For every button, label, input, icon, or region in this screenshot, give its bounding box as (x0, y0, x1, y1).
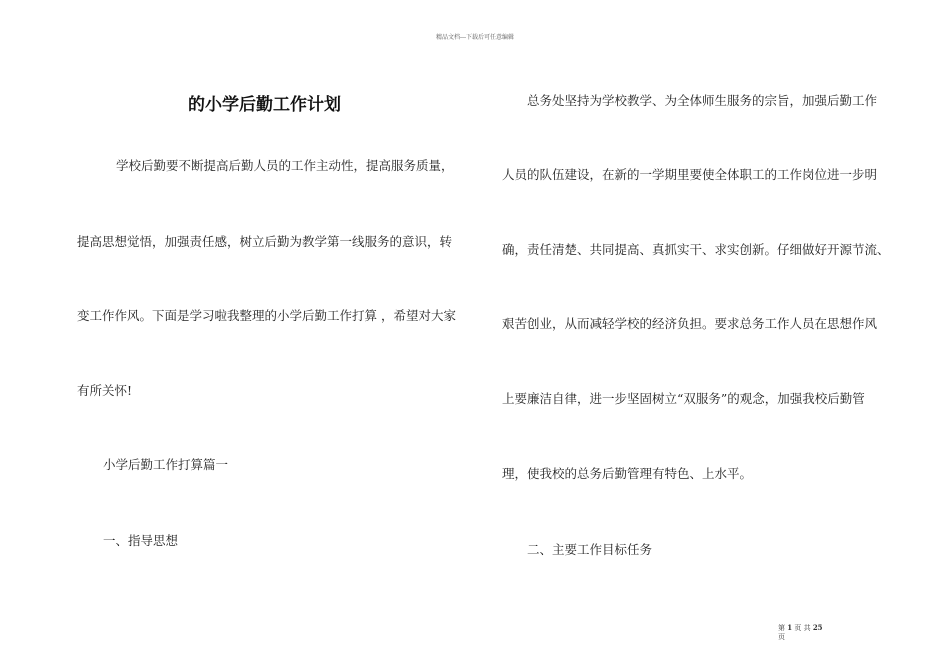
right-paragraph-line: 艰苦创业，从而减轻学校的经济负担。要求总务工作人员在思想作风 (502, 316, 878, 331)
right-paragraph-line: 确，责任清楚、共同提高、真抓实干、求实创新。仔细做好开源节流、 (502, 242, 890, 257)
footer-prefix: 第 (778, 624, 785, 632)
page-number-footer (778, 623, 823, 642)
section-heading: 小学后勤工作打算篇一 (103, 457, 229, 472)
left-paragraph-line: 学校后勤要不断提高后勤人员的工作主动性，提高服务质量， (116, 158, 454, 173)
section-heading: 一、指导思想 (103, 533, 179, 548)
header-note: 精品文档---下载后可任意编辑 (435, 34, 515, 41)
left-paragraph-line: 变工作作风。下面是学习啦我整理的小学后勤工作打算 ，希望对大家 (77, 308, 456, 323)
total-page-count: 25 (812, 623, 823, 632)
left-paragraph-line: 提高思想觉悟，加强责任感，树立后勤为教学第一线服务的意识，转 (77, 234, 453, 249)
section-heading: 二、主要工作目标任务 (527, 542, 653, 557)
footer-suffix: 页 (778, 633, 785, 641)
current-page-number: 1 (787, 623, 793, 632)
right-paragraph-line: 理，使我校的总务后勤管理有特色、上水平。 (502, 466, 753, 481)
right-paragraph-line: 上要廉洁自律，进一步坚固树立“双服务”的观念，加强我校后勤管 (502, 391, 865, 406)
right-paragraph-line: 人员的队伍建设，在新的一学期里要使全体职工的工作岗位进一步明 (502, 167, 878, 182)
footer-middle: 页 共 (794, 624, 811, 632)
left-paragraph-line: 有所关怀! (77, 383, 133, 398)
document-title: 的小学后勤工作计划 (188, 95, 341, 115)
right-paragraph-line: 总务处坚持为学校教学、为全体师生服务的宗旨，加强后勤工作 (527, 93, 878, 108)
